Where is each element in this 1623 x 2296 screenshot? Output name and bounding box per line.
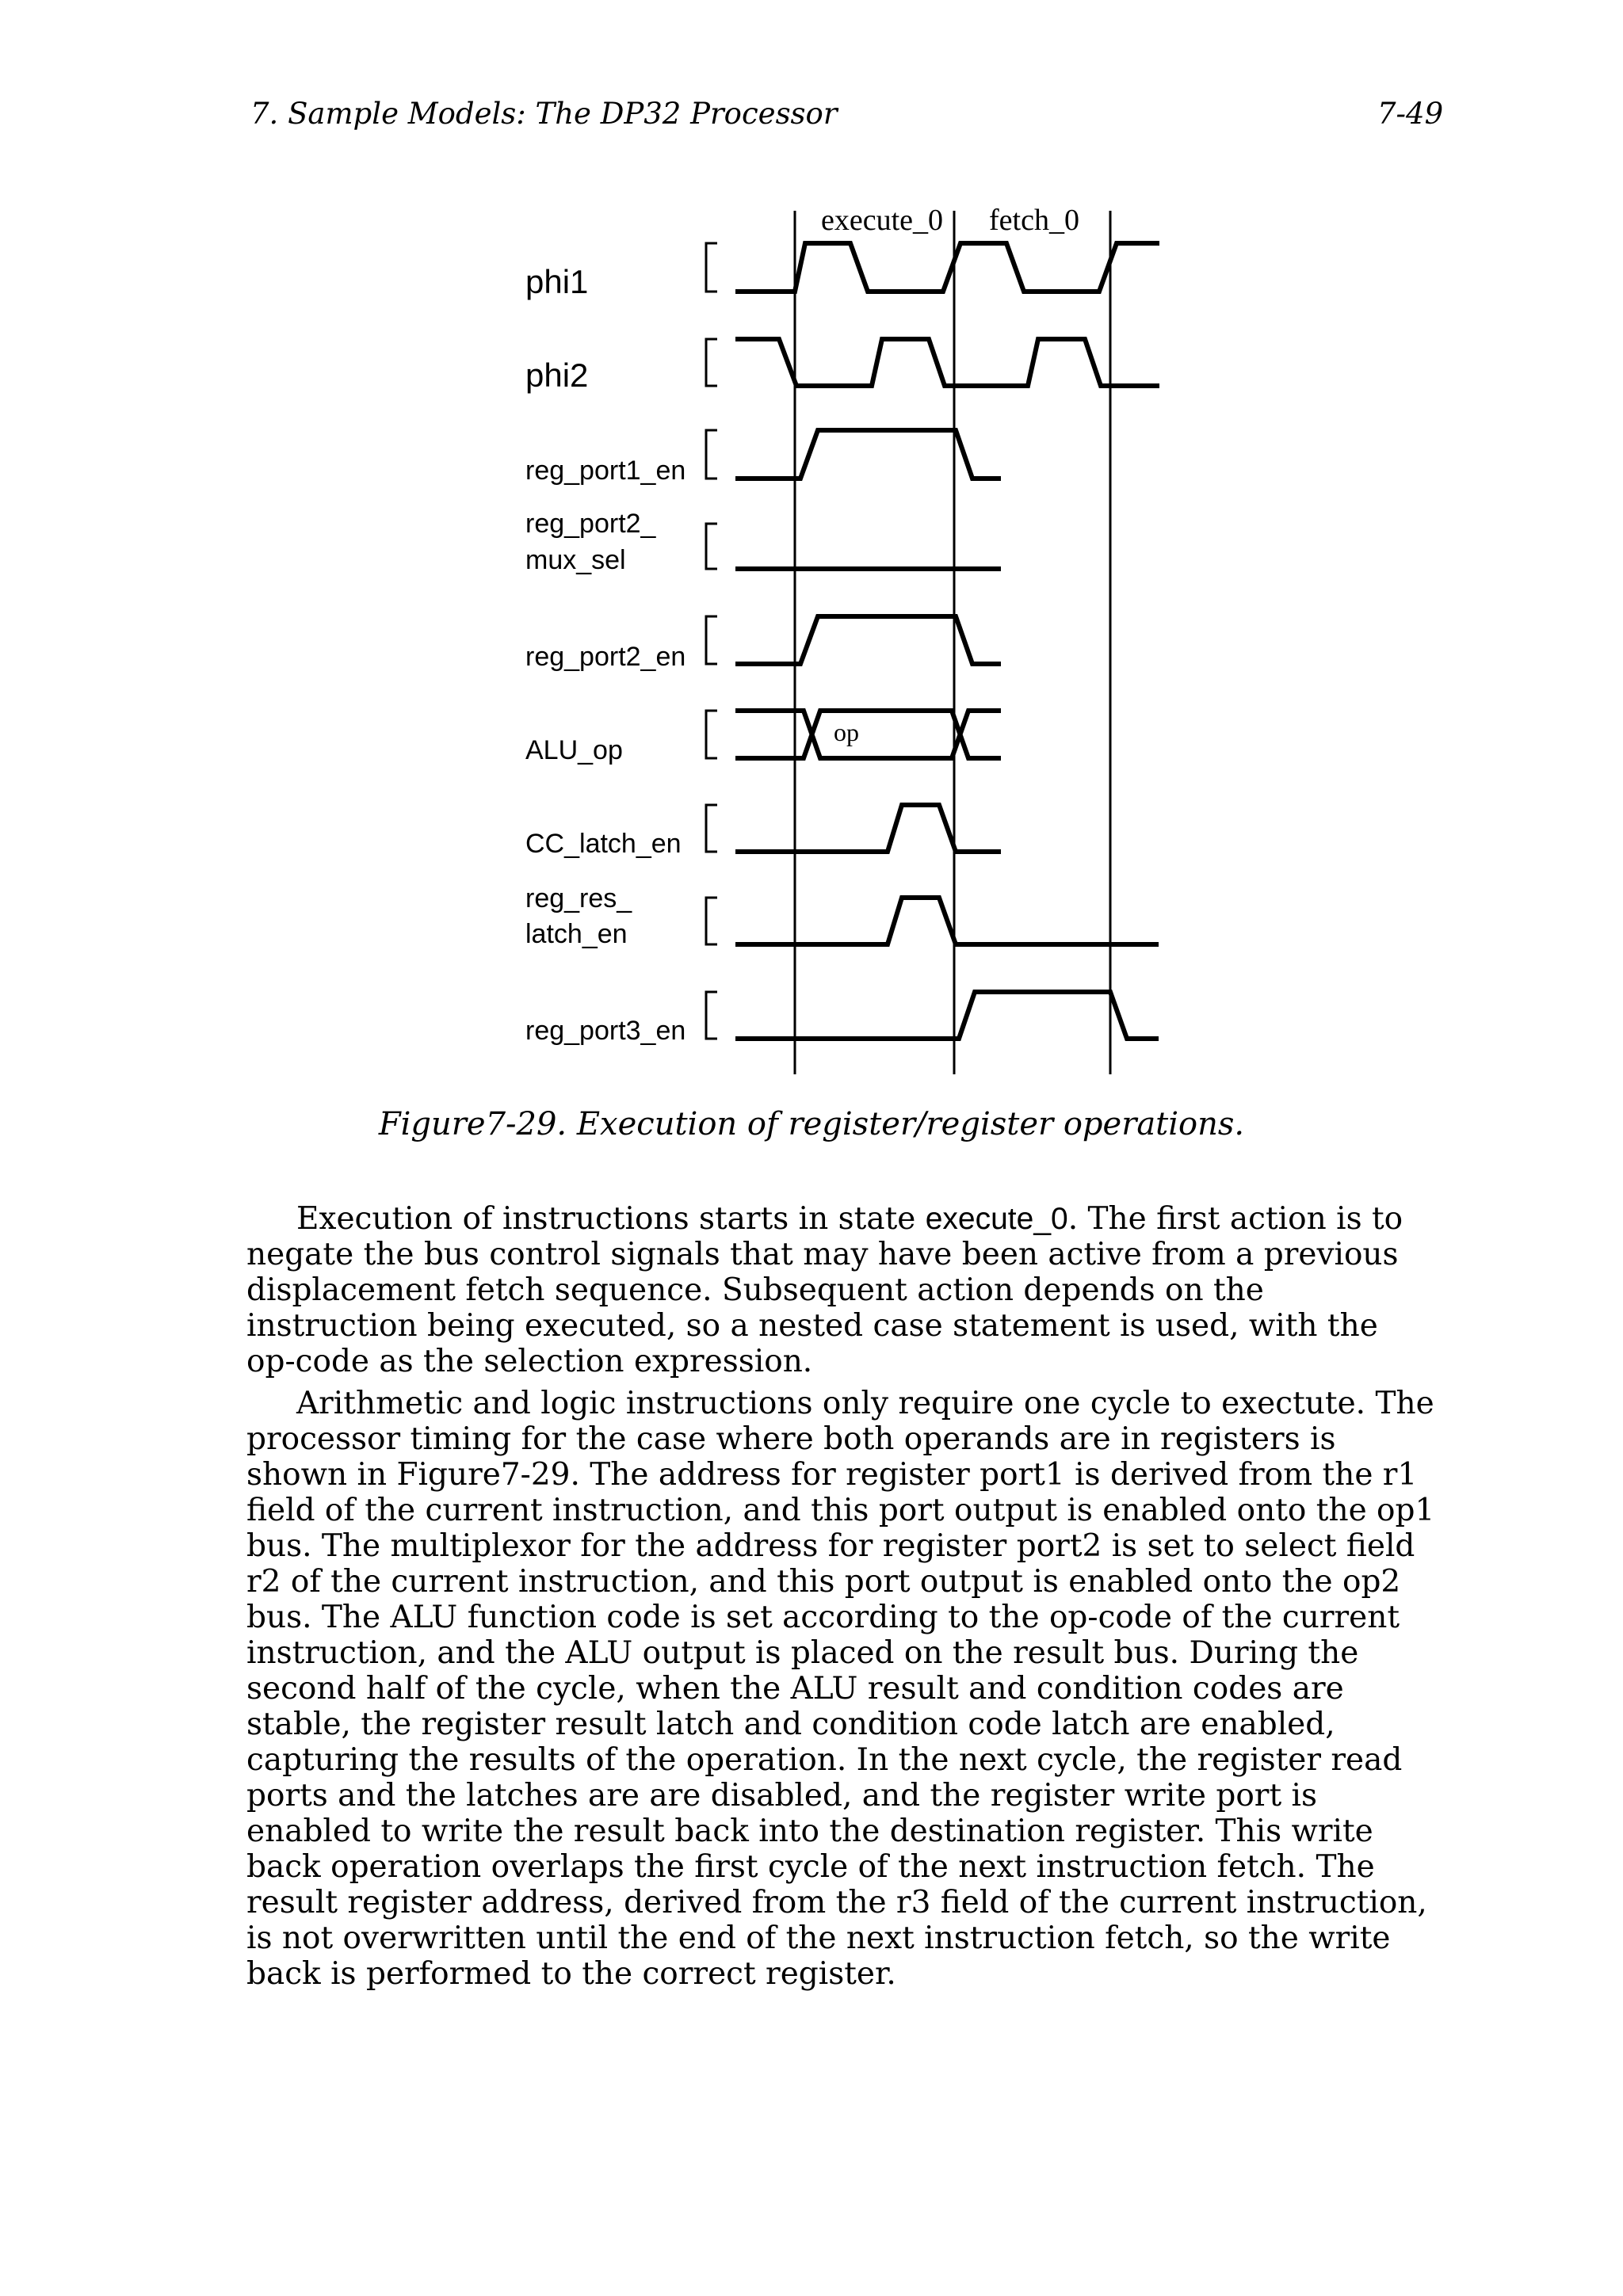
signal-label-reg_port1_en: reg_port1_en (525, 456, 686, 486)
waveform-reg_res_latch_en (735, 898, 1159, 944)
waveform-ALU_op (735, 711, 1001, 758)
signal-label-reg_port2_en: reg_port2_en (525, 642, 686, 672)
body-text (246, 1201, 1435, 1998)
phase-label-execute_0: execute_0 (820, 204, 944, 237)
signal-bracket-reg_res_latch_en (706, 898, 717, 944)
signal-label-reg_port2_mux_sel: mux_sel (525, 545, 626, 575)
signal-label-phi1: phi1 (525, 263, 589, 300)
paragraph-1: Execution of instructions starts in state execute_0. The first action is to negate the bus control signals that may have been active from a previous displacement fetch sequence. Subsequent action depends on the instruction being executed, so a nested case statement is used, with the op-code as the selection expression. (246, 1201, 1403, 1379)
phase-label-fetch_0: fetch_0 (989, 204, 1079, 237)
signal-bracket-reg_port3_en (706, 992, 717, 1039)
signal-bracket-reg_port2_mux_sel (706, 524, 717, 569)
waveform-phi2 (735, 339, 1159, 386)
state-name-code: execute_0 (925, 1202, 1068, 1236)
figure-caption: Figure7-29. Execution of register/register operations. (378, 1106, 1245, 1142)
signal-label-CC_latch_en: CC_latch_en (525, 829, 682, 859)
waveform-CC_latch_en (735, 805, 1001, 852)
signal-bracket-reg_port1_en (706, 430, 717, 479)
signal-label-reg_res_latch_en: reg_res_ (525, 883, 632, 913)
signal-label-reg_port3_en: reg_port3_en (525, 1016, 686, 1046)
signal-bracket-phi2 (706, 339, 717, 386)
signal-label-phi2: phi2 (525, 357, 589, 394)
signal-bracket-reg_port2_en (706, 616, 717, 664)
signal-label-reg_port2_mux_sel: reg_port2_ (525, 509, 656, 539)
paragraph-2: Arithmetic and logic instructions only require one cycle to exectute. The processor timing for the case where both operands are in registers is shown in Figure7-29. The address for register port1 is derived from the r1 field of the current instruction, and this port output is enabled onto the op1 bus. The multiplexor for the address for register port2 is set to select field r2 of the current instruction, and this port output is enabled onto the op2 bus. The ALU function code is set according to the op-code of the current instruction, and the ALU output is placed on the result bus. During the second half of the cycle, when the ALU result and condition codes are stable, the register result latch and condition code latch are enabled, capturing the results of the operation. In the next cycle, the register read ports and the latches are are disabled, and the register write port is enabled to write the result back into the destination register. This write back operation overlaps the first cycle of the next instruction fetch. The result register address, derived from the r3 field of the current instruction, is not overwritten until the end of the next instruction fetch, so the write back is performed to the correct register. (246, 1386, 1435, 1992)
signal-label-ALU_op: ALU_op (525, 735, 623, 765)
signal-bracket-phi1 (706, 243, 717, 292)
signal-bracket-ALU_op (706, 711, 717, 758)
waveform-reg_port2_en (735, 616, 1001, 664)
signal-label-reg_res_latch_en: latch_en (525, 919, 628, 949)
waveform-reg_port3_en (735, 992, 1159, 1039)
signal-bracket-CC_latch_en (706, 805, 717, 852)
running-header-title: 7. Sample Models: The DP32 Processor (250, 97, 838, 131)
timing-diagram (0, 0, 1623, 1093)
waveform-phi1 (735, 243, 1159, 292)
bus-value-label: op (834, 718, 859, 746)
waveform-reg_port1_en (735, 430, 1001, 479)
page-number: 7-49 (1377, 97, 1444, 131)
